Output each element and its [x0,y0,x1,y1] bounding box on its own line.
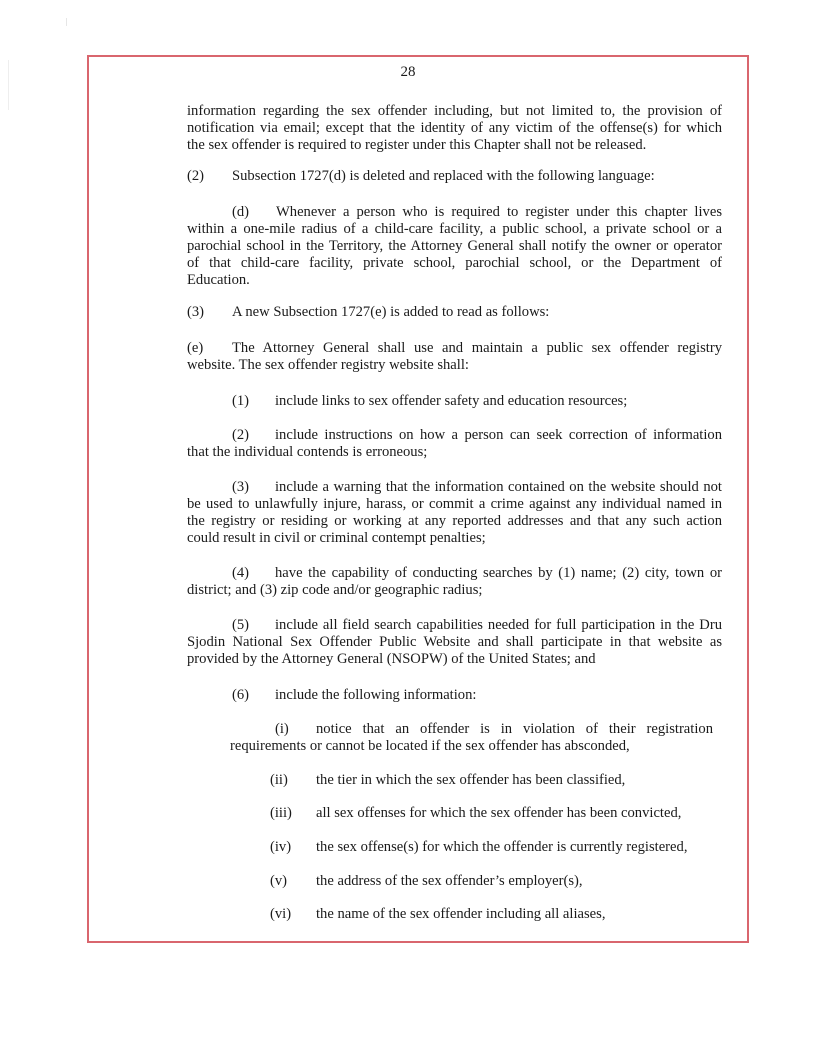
section-2-text: Subsection 1727(d) is deleted and replaced with the following language: [232,168,655,184]
item-6-label: (6) [232,687,250,703]
section-2-label: (2) [187,168,205,184]
scan-artifact [66,18,67,26]
sub-iii-text: all sex offenses for which the sex offender has been convicted, [316,805,682,821]
item-4-label: (4) [232,565,250,581]
item-3-line-4: could result in civil or criminal contempt penalties; [187,530,486,546]
sub-iv-text: the sex offense(s) for which the offender is currently registered, [316,839,688,855]
sub-i-line-2: requirements or cannot be located if the sex offender has absconded, [230,738,630,754]
item-3-label: (3) [232,479,250,495]
item-3-line-3: the registry or residing or working at any reported addresses and that any such action [187,513,722,529]
sub-i-label: (i) [275,721,289,737]
sub-e-label: (e) [187,340,204,356]
sub-ii-text: the tier in which the sex offender has been classified, [316,772,626,788]
sub-ii-label: (ii) [270,772,288,788]
sub-e-line-1: The Attorney General shall use and maintain a public sex offender registry [232,340,722,356]
sub-d-line-4: of that child-care facility, private school, parochial school, or the Department of [187,255,722,271]
intro-line-1: information regarding the sex offender including, but not limited to, the provision of [187,103,722,119]
item-6-text: include the following information: [275,687,477,703]
intro-line-2: notification via email; except that the identity of any victim of the offense(s) for which [187,120,722,136]
section-3-label: (3) [187,304,205,320]
item-2-label: (2) [232,427,250,443]
sub-vi-label: (vi) [270,906,292,922]
sub-v-label: (v) [270,873,288,889]
item-5-line-3: provided by the Attorney General (NSOPW) of the United States; and [187,651,596,667]
sub-e-line-2: website. The sex offender registry website shall: [187,357,469,373]
item-1-text: include links to sex offender safety and education resources; [275,393,628,409]
sub-d-line-3: parochial school in the Territory, the Attorney General shall notify the owner or operator [187,238,722,254]
item-5-label: (5) [232,617,250,633]
item-3-line-1: include a warning that the information contained on the website should not [275,479,722,495]
item-3-line-2: be used to unlawfully injure, harass, or commit a crime against any individual named in [187,496,722,512]
intro-line-3: the sex offender is required to register under this Chapter shall not be released. [187,137,647,153]
item-4-line-1: have the capability of conducting searches by (1) name; (2) city, town or [275,565,722,581]
item-5-line-2: Sjodin National Sex Offender Public Website and shall participate in that website as [187,634,722,650]
sub-i-line-1: notice that an offender is in violation of their registration [316,721,713,737]
page-number: 28 [400,64,416,80]
section-3-text: A new Subsection 1727(e) is added to read as follows: [232,304,550,320]
item-4-line-2: district; and (3) zip code and/or geographic radius; [187,582,483,598]
item-5-line-1: include all field search capabilities needed for full participation in the Dru [275,617,722,633]
sub-d-line-1: Whenever a person who is required to register under this chapter lives [276,204,722,220]
item-2-line-2: that the individual contends is erroneous; [187,444,428,460]
sub-d-line-5: Education. [187,272,250,288]
sub-iv-label: (iv) [270,839,292,855]
sub-iii-label: (iii) [270,805,292,821]
sub-d-line-2: within a one-mile radius of a child-care facility, a public school, a private school or a [187,221,722,237]
sub-vi-text: the name of the sex offender including all aliases, [316,906,606,922]
item-1-label: (1) [232,393,250,409]
sub-d-label: (d) [232,204,250,220]
item-2-line-1: include instructions on how a person can seek correction of information [275,427,722,443]
sub-v-text: the address of the sex offender’s employer(s), [316,873,583,889]
